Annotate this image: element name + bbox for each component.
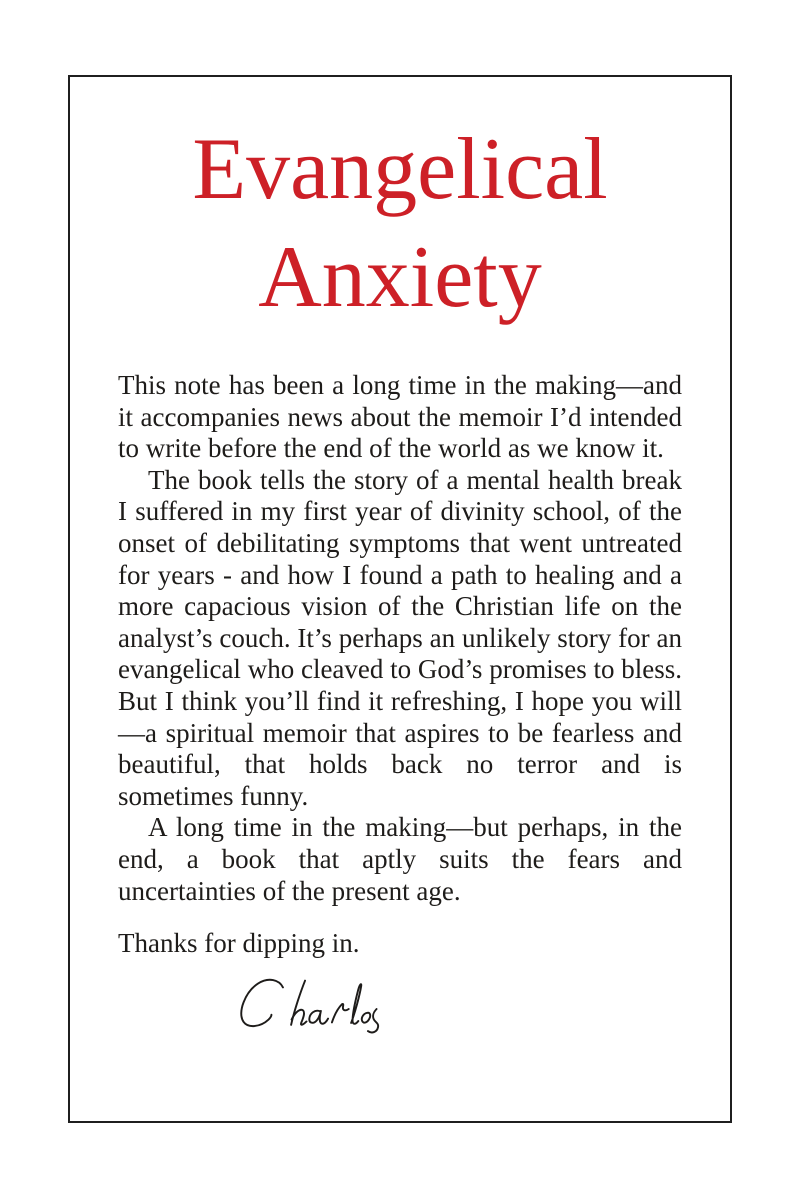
letter-title <box>118 116 682 332</box>
closing-line: Thanks for dipping in. <box>118 928 360 959</box>
signature-charles-handwriting <box>228 973 384 1045</box>
letter-body <box>118 370 682 960</box>
paragraph-book-story: The book tells the story of a mental health break I suffered in my first year of divinity school, of the onset of debilitating symptoms that went untreated for years - and how I found a path to healing and a more capacious vision of the Christian life on the analyst’s couch. It’s perhaps an unlikely story for an evangelical who cleaved to God’s promises to bless. But I think you’ll find it refreshing, I hope you will—a spiritual memoir that aspires to be fearless and beautiful, that holds back no terror and is sometimes funny. <box>118 464 682 811</box>
letter-border-frame <box>68 75 732 1123</box>
paragraph-long-time: A long time in the making—but perhaps, in the end, a book that aptly suits the fears and uncertainties of the present age. <box>118 812 682 906</box>
paragraph-intro: This note has been a long time in the making—and it accompanies news about the memoir I’d intended to write before the end of the world as we know it. <box>118 370 682 464</box>
signature <box>228 973 384 1045</box>
title-line-1: Evangelical <box>192 121 608 218</box>
title-line-2: Anxiety <box>258 229 542 326</box>
